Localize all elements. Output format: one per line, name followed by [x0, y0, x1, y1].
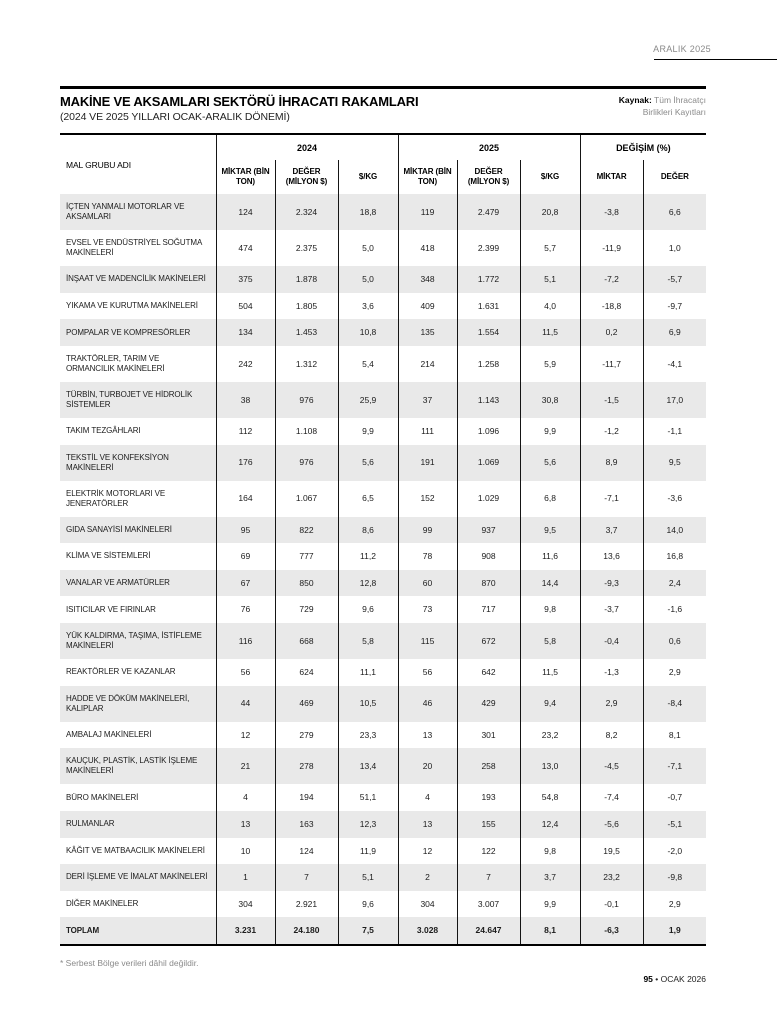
cell-value: 301 — [457, 722, 520, 749]
cell-value: -5,1 — [643, 811, 706, 838]
cell-value: 176 — [216, 445, 275, 481]
cell-value: 194 — [275, 784, 338, 811]
cell-value: 152 — [398, 481, 457, 517]
cell-value: -5,6 — [580, 811, 643, 838]
cell-value: 12 — [216, 722, 275, 749]
cell-value: 668 — [275, 623, 338, 659]
cell-value: 115 — [398, 623, 457, 659]
cell-value: 1.554 — [457, 319, 520, 346]
cell-value: -9,7 — [643, 293, 706, 320]
cell-value: 2 — [398, 864, 457, 891]
column-header-product-group: MAL GRUBU ADI — [66, 159, 131, 170]
cell-value: 976 — [275, 382, 338, 418]
cell-value: 9,5 — [520, 517, 580, 544]
cell-value: 54,8 — [520, 784, 580, 811]
cell-value: 2,9 — [643, 659, 706, 686]
cell-value: 5,9 — [520, 346, 580, 382]
cell-value: 9,9 — [520, 891, 580, 918]
cell-value: 2.399 — [457, 230, 520, 266]
cell-value: 1.631 — [457, 293, 520, 320]
cell-value: -7,2 — [580, 266, 643, 293]
cell-value: 17,0 — [643, 382, 706, 418]
cell-value: 95 — [216, 517, 275, 544]
cell-value: 7 — [275, 864, 338, 891]
cell-value: 1.453 — [275, 319, 338, 346]
cell-value: 10 — [216, 838, 275, 865]
cell-value: 214 — [398, 346, 457, 382]
export-table — [60, 133, 706, 946]
cell-value: 1.312 — [275, 346, 338, 382]
cell-value: 1,0 — [643, 230, 706, 266]
table-row — [60, 659, 706, 686]
cell-value: 67 — [216, 570, 275, 597]
row-label: DİĞER MAKİNELER — [66, 899, 139, 909]
cell-value: 822 — [275, 517, 338, 544]
source-line2: Birlikleri Kayıtları — [642, 106, 706, 117]
cell-value: 258 — [457, 748, 520, 784]
cell-value: 418 — [398, 230, 457, 266]
cell-value: 122 — [457, 838, 520, 865]
cell-value: 1,9 — [643, 917, 706, 945]
row-label: HADDE VE DÖKÜM MAKİNELERİ, KALIPLAR — [66, 693, 190, 713]
table-row — [60, 570, 706, 597]
cell-value: 13,6 — [580, 543, 643, 570]
cell-value: 2,4 — [643, 570, 706, 597]
row-label: AMBALAJ MAKİNELERİ — [66, 729, 152, 739]
cell-value: 624 — [275, 659, 338, 686]
cell-value: 8,1 — [520, 917, 580, 945]
table-row — [60, 864, 706, 891]
cell-value: -7,1 — [643, 748, 706, 784]
cell-value: 5,7 — [520, 230, 580, 266]
cell-value: -0,4 — [580, 623, 643, 659]
cell-value: -1,5 — [580, 382, 643, 418]
table-row — [60, 686, 706, 722]
source-label: Kaynak: — [618, 95, 652, 105]
edition-rule — [654, 59, 777, 60]
cell-value: 4 — [398, 784, 457, 811]
cell-value: 111 — [398, 418, 457, 445]
cell-value: 4,0 — [520, 293, 580, 320]
cell-value: -5,7 — [643, 266, 706, 293]
cell-value: 1.069 — [457, 445, 520, 481]
table-row — [60, 784, 706, 811]
cell-value: 37 — [398, 382, 457, 418]
cell-value: -11,7 — [580, 346, 643, 382]
article-content — [60, 86, 706, 984]
cell-value: 193 — [457, 784, 520, 811]
cell-value: 124 — [216, 194, 275, 230]
cell-value: -3,8 — [580, 194, 643, 230]
page-subtitle: (2024 VE 2025 YILLARI OCAK-ARALIK DÖNEMİ) — [60, 111, 290, 123]
cell-value: 60 — [398, 570, 457, 597]
cell-value: -6,3 — [580, 917, 643, 945]
row-label: TRAKTÖRLER, TARIM VE ORMANCILIK MAKİNELERİ — [66, 353, 165, 373]
column-group-2025: 2025 — [398, 134, 580, 160]
cell-value: 717 — [457, 596, 520, 623]
cell-value: 73 — [398, 596, 457, 623]
cell-value: 24.647 — [457, 917, 520, 945]
cell-value: 5,8 — [338, 623, 398, 659]
cell-value: 3,6 — [338, 293, 398, 320]
cell-value: 24.180 — [275, 917, 338, 945]
table-row — [60, 543, 706, 570]
cell-value: 119 — [398, 194, 457, 230]
cell-value: 2.479 — [457, 194, 520, 230]
cell-value: 908 — [457, 543, 520, 570]
cell-value: 12,8 — [338, 570, 398, 597]
cell-value: 5,1 — [338, 864, 398, 891]
row-label: İÇTEN YANMALI MOTORLAR VE AKSAMLARI — [66, 202, 185, 221]
table-row — [60, 293, 706, 320]
cell-value: 6,6 — [643, 194, 706, 230]
cell-value: -7,4 — [580, 784, 643, 811]
row-label: TEKSTİL VE KONFEKSİYON MAKİNELERİ — [66, 452, 169, 472]
page-number: 95 — [643, 974, 653, 984]
cell-value: 3,7 — [520, 864, 580, 891]
row-label: ISITICILAR VE FIRINLAR — [66, 604, 156, 614]
cell-value: 14,4 — [520, 570, 580, 597]
cell-value: 46 — [398, 686, 457, 722]
table-row — [60, 811, 706, 838]
cell-value: -1,6 — [643, 596, 706, 623]
cell-value: 6,9 — [643, 319, 706, 346]
row-label: KLİMA VE SİSTEMLERİ — [66, 551, 151, 561]
cell-value: 134 — [216, 319, 275, 346]
source-note — [619, 95, 706, 119]
cell-value: -1,2 — [580, 418, 643, 445]
table-row — [60, 481, 706, 517]
table-row — [60, 445, 706, 481]
cell-value: 13 — [216, 811, 275, 838]
cell-value: 9,6 — [338, 891, 398, 918]
cell-value: 38 — [216, 382, 275, 418]
cell-value: 8,6 — [338, 517, 398, 544]
cell-value: -7,1 — [580, 481, 643, 517]
cell-value: 30,8 — [520, 382, 580, 418]
cell-value: 13,0 — [520, 748, 580, 784]
table-row — [60, 266, 706, 293]
cell-value: 2.324 — [275, 194, 338, 230]
cell-value: -9,8 — [643, 864, 706, 891]
cell-value: 10,8 — [338, 319, 398, 346]
cell-value: 9,8 — [520, 596, 580, 623]
row-label: GIDA SANAYİSİ MAKİNELERİ — [66, 524, 172, 534]
table-row — [60, 722, 706, 749]
cell-value: 191 — [398, 445, 457, 481]
cell-value: 976 — [275, 445, 338, 481]
cell-value: 69 — [216, 543, 275, 570]
cell-value: -3,6 — [643, 481, 706, 517]
row-label: YIKAMA VE KURUTMA MAKİNELERİ — [66, 300, 198, 310]
total-row — [60, 917, 706, 945]
row-label: DERİ İŞLEME VE İMALAT MAKİNELERİ — [66, 872, 208, 882]
cell-value: 9,6 — [338, 596, 398, 623]
cell-value: 8,2 — [580, 722, 643, 749]
cell-value: 6,8 — [520, 481, 580, 517]
cell-value: 23,3 — [338, 722, 398, 749]
cell-value: 642 — [457, 659, 520, 686]
cell-value: 1.772 — [457, 266, 520, 293]
cell-value: 3.028 — [398, 917, 457, 945]
cell-value: 112 — [216, 418, 275, 445]
title-block — [60, 89, 706, 123]
column-group-2024: 2024 — [216, 134, 398, 160]
column-header: MİKTAR — [580, 160, 643, 194]
table-row — [60, 418, 706, 445]
page-title: MAKİNE VE AKSAMLARI SEKTÖRÜ İHRACATI RAKAMLARI — [60, 94, 419, 109]
cell-value: 13 — [398, 722, 457, 749]
cell-value: 9,9 — [338, 418, 398, 445]
row-label: KÂĞIT VE MATBAACILIK MAKİNELERİ — [66, 845, 205, 855]
row-label: TOPLAM — [66, 925, 100, 935]
cell-value: 474 — [216, 230, 275, 266]
cell-value: 11,1 — [338, 659, 398, 686]
cell-value: 1.096 — [457, 418, 520, 445]
cell-value: 729 — [275, 596, 338, 623]
cell-value: -8,4 — [643, 686, 706, 722]
column-group-change: DEĞİŞİM (%) — [580, 134, 706, 160]
cell-value: 16,8 — [643, 543, 706, 570]
cell-value: 304 — [398, 891, 457, 918]
cell-value: 12,4 — [520, 811, 580, 838]
column-header: $/KG — [520, 160, 580, 194]
cell-value: 0,2 — [580, 319, 643, 346]
table-row — [60, 319, 706, 346]
cell-value: 51,1 — [338, 784, 398, 811]
row-label: İNŞAAT VE MADENCİLİK MAKİNELERİ — [66, 274, 206, 284]
cell-value: 2,9 — [580, 686, 643, 722]
page-footer — [60, 974, 706, 984]
cell-value: 5,6 — [520, 445, 580, 481]
table-row — [60, 230, 706, 266]
cell-value: 777 — [275, 543, 338, 570]
cell-value: 163 — [275, 811, 338, 838]
cell-value: -11,9 — [580, 230, 643, 266]
edition-header — [0, 44, 777, 64]
cell-value: 7 — [457, 864, 520, 891]
cell-value: 23,2 — [520, 722, 580, 749]
cell-value: 1 — [216, 864, 275, 891]
table-row — [60, 748, 706, 784]
row-label: RULMANLAR — [66, 819, 115, 829]
edition-label: ARALIK 2025 — [653, 44, 711, 54]
cell-value: -0,1 — [580, 891, 643, 918]
cell-value: 7,5 — [338, 917, 398, 945]
table-row — [60, 346, 706, 382]
table-row — [60, 194, 706, 230]
cell-value: 19,5 — [580, 838, 643, 865]
row-label: REAKTÖRLER VE KAZANLAR — [66, 667, 176, 677]
row-label: YÜK KALDIRMA, TAŞIMA, İSTİFLEME MAKİNELERİ — [66, 631, 202, 650]
cell-value: 13,4 — [338, 748, 398, 784]
cell-value: 124 — [275, 838, 338, 865]
cell-value: 99 — [398, 517, 457, 544]
column-header: MİKTAR (BİN TON) — [216, 160, 275, 194]
cell-value: 21 — [216, 748, 275, 784]
cell-value: 278 — [275, 748, 338, 784]
row-label: POMPALAR VE KOMPRESÖRLER — [66, 327, 191, 337]
cell-value: 1.143 — [457, 382, 520, 418]
cell-value: -4,1 — [643, 346, 706, 382]
cell-value: -18,8 — [580, 293, 643, 320]
cell-value: 12 — [398, 838, 457, 865]
footnote: * Serbest Bölge verileri dâhil değildir. — [60, 958, 199, 968]
cell-value: 56 — [216, 659, 275, 686]
column-header: $/KG — [338, 160, 398, 194]
cell-value: 9,9 — [520, 418, 580, 445]
issue-label: • OCAK 2026 — [655, 974, 706, 984]
cell-value: 11,6 — [520, 543, 580, 570]
cell-value: 1.805 — [275, 293, 338, 320]
cell-value: 3.007 — [457, 891, 520, 918]
cell-value: -1,3 — [580, 659, 643, 686]
cell-value: 12,3 — [338, 811, 398, 838]
cell-value: 164 — [216, 481, 275, 517]
cell-value: -9,3 — [580, 570, 643, 597]
header-group-row — [60, 134, 706, 160]
cell-value: 429 — [457, 686, 520, 722]
cell-value: 10,5 — [338, 686, 398, 722]
table-row — [60, 838, 706, 865]
cell-value: 23,2 — [580, 864, 643, 891]
cell-value: 1.029 — [457, 481, 520, 517]
cell-value: 3.231 — [216, 917, 275, 945]
cell-value: -3,7 — [580, 596, 643, 623]
table-row — [60, 382, 706, 418]
title-texts — [60, 94, 418, 123]
cell-value: 8,9 — [580, 445, 643, 481]
cell-value: 11,9 — [338, 838, 398, 865]
cell-value: 0,6 — [643, 623, 706, 659]
cell-value: 56 — [398, 659, 457, 686]
cell-value: 1.067 — [275, 481, 338, 517]
cell-value: 9,4 — [520, 686, 580, 722]
cell-value: -4,5 — [580, 748, 643, 784]
cell-value: 76 — [216, 596, 275, 623]
cell-value: -1,1 — [643, 418, 706, 445]
cell-value: 20,8 — [520, 194, 580, 230]
column-header: DEĞER — [643, 160, 706, 194]
cell-value: 11,2 — [338, 543, 398, 570]
cell-value: 5,6 — [338, 445, 398, 481]
row-label: EVSEL VE ENDÜSTRİYEL SOĞUTMA MAKİNELERİ — [66, 238, 202, 257]
cell-value: 4 — [216, 784, 275, 811]
cell-value: 5,1 — [520, 266, 580, 293]
cell-value: 304 — [216, 891, 275, 918]
cell-value: 672 — [457, 623, 520, 659]
cell-value: 2.921 — [275, 891, 338, 918]
column-header: MİKTAR (BİN TON) — [398, 160, 457, 194]
table-row — [60, 596, 706, 623]
cell-value: 9,8 — [520, 838, 580, 865]
cell-value: 9,5 — [643, 445, 706, 481]
cell-value: 409 — [398, 293, 457, 320]
table-row — [60, 517, 706, 544]
cell-value: 5,8 — [520, 623, 580, 659]
cell-value: 5,0 — [338, 230, 398, 266]
table-row — [60, 891, 706, 918]
cell-value: 6,5 — [338, 481, 398, 517]
cell-value: 25,9 — [338, 382, 398, 418]
cell-value: 78 — [398, 543, 457, 570]
cell-value: 850 — [275, 570, 338, 597]
cell-value: 348 — [398, 266, 457, 293]
cell-value: 11,5 — [520, 319, 580, 346]
cell-value: 469 — [275, 686, 338, 722]
cell-value: 155 — [457, 811, 520, 838]
cell-value: -0,7 — [643, 784, 706, 811]
source-line1: Tüm İhracatçı — [654, 95, 706, 105]
cell-value: 375 — [216, 266, 275, 293]
column-header: DEĞER (MİLYON $) — [457, 160, 520, 194]
cell-value: 11,5 — [520, 659, 580, 686]
cell-value: 5,0 — [338, 266, 398, 293]
cell-value: 3,7 — [580, 517, 643, 544]
cell-value: 2,9 — [643, 891, 706, 918]
cell-value: 8,1 — [643, 722, 706, 749]
cell-value: 44 — [216, 686, 275, 722]
cell-value: 937 — [457, 517, 520, 544]
cell-value: 135 — [398, 319, 457, 346]
cell-value: 504 — [216, 293, 275, 320]
table-row — [60, 623, 706, 659]
cell-value: 1.878 — [275, 266, 338, 293]
cell-value: 13 — [398, 811, 457, 838]
column-header: DEĞER (MİLYON $) — [275, 160, 338, 194]
cell-value: 116 — [216, 623, 275, 659]
row-label: KAUÇUK, PLASTİK, LASTİK İŞLEME MAKİNELERİ — [66, 756, 198, 776]
cell-value: 279 — [275, 722, 338, 749]
cell-value: 5,4 — [338, 346, 398, 382]
cell-value: 1.108 — [275, 418, 338, 445]
cell-value: -2,0 — [643, 838, 706, 865]
cell-value: 870 — [457, 570, 520, 597]
cell-value: 18,8 — [338, 194, 398, 230]
cell-value: 20 — [398, 748, 457, 784]
row-label: VANALAR VE ARMATÜRLER — [66, 578, 170, 588]
cell-value: 1.258 — [457, 346, 520, 382]
cell-value: 2.375 — [275, 230, 338, 266]
row-label: BÜRO MAKİNELERİ — [66, 792, 139, 802]
cell-value: 14,0 — [643, 517, 706, 544]
row-label: ELEKTRİK MOTORLARI VE JENERATÖRLER — [66, 488, 166, 508]
row-label: TAKIM TEZGÂHLARI — [66, 426, 141, 436]
row-label: TÜRBİN, TURBOJET VE HİDROLİK SİSTEMLER — [66, 389, 193, 409]
cell-value: 242 — [216, 346, 275, 382]
